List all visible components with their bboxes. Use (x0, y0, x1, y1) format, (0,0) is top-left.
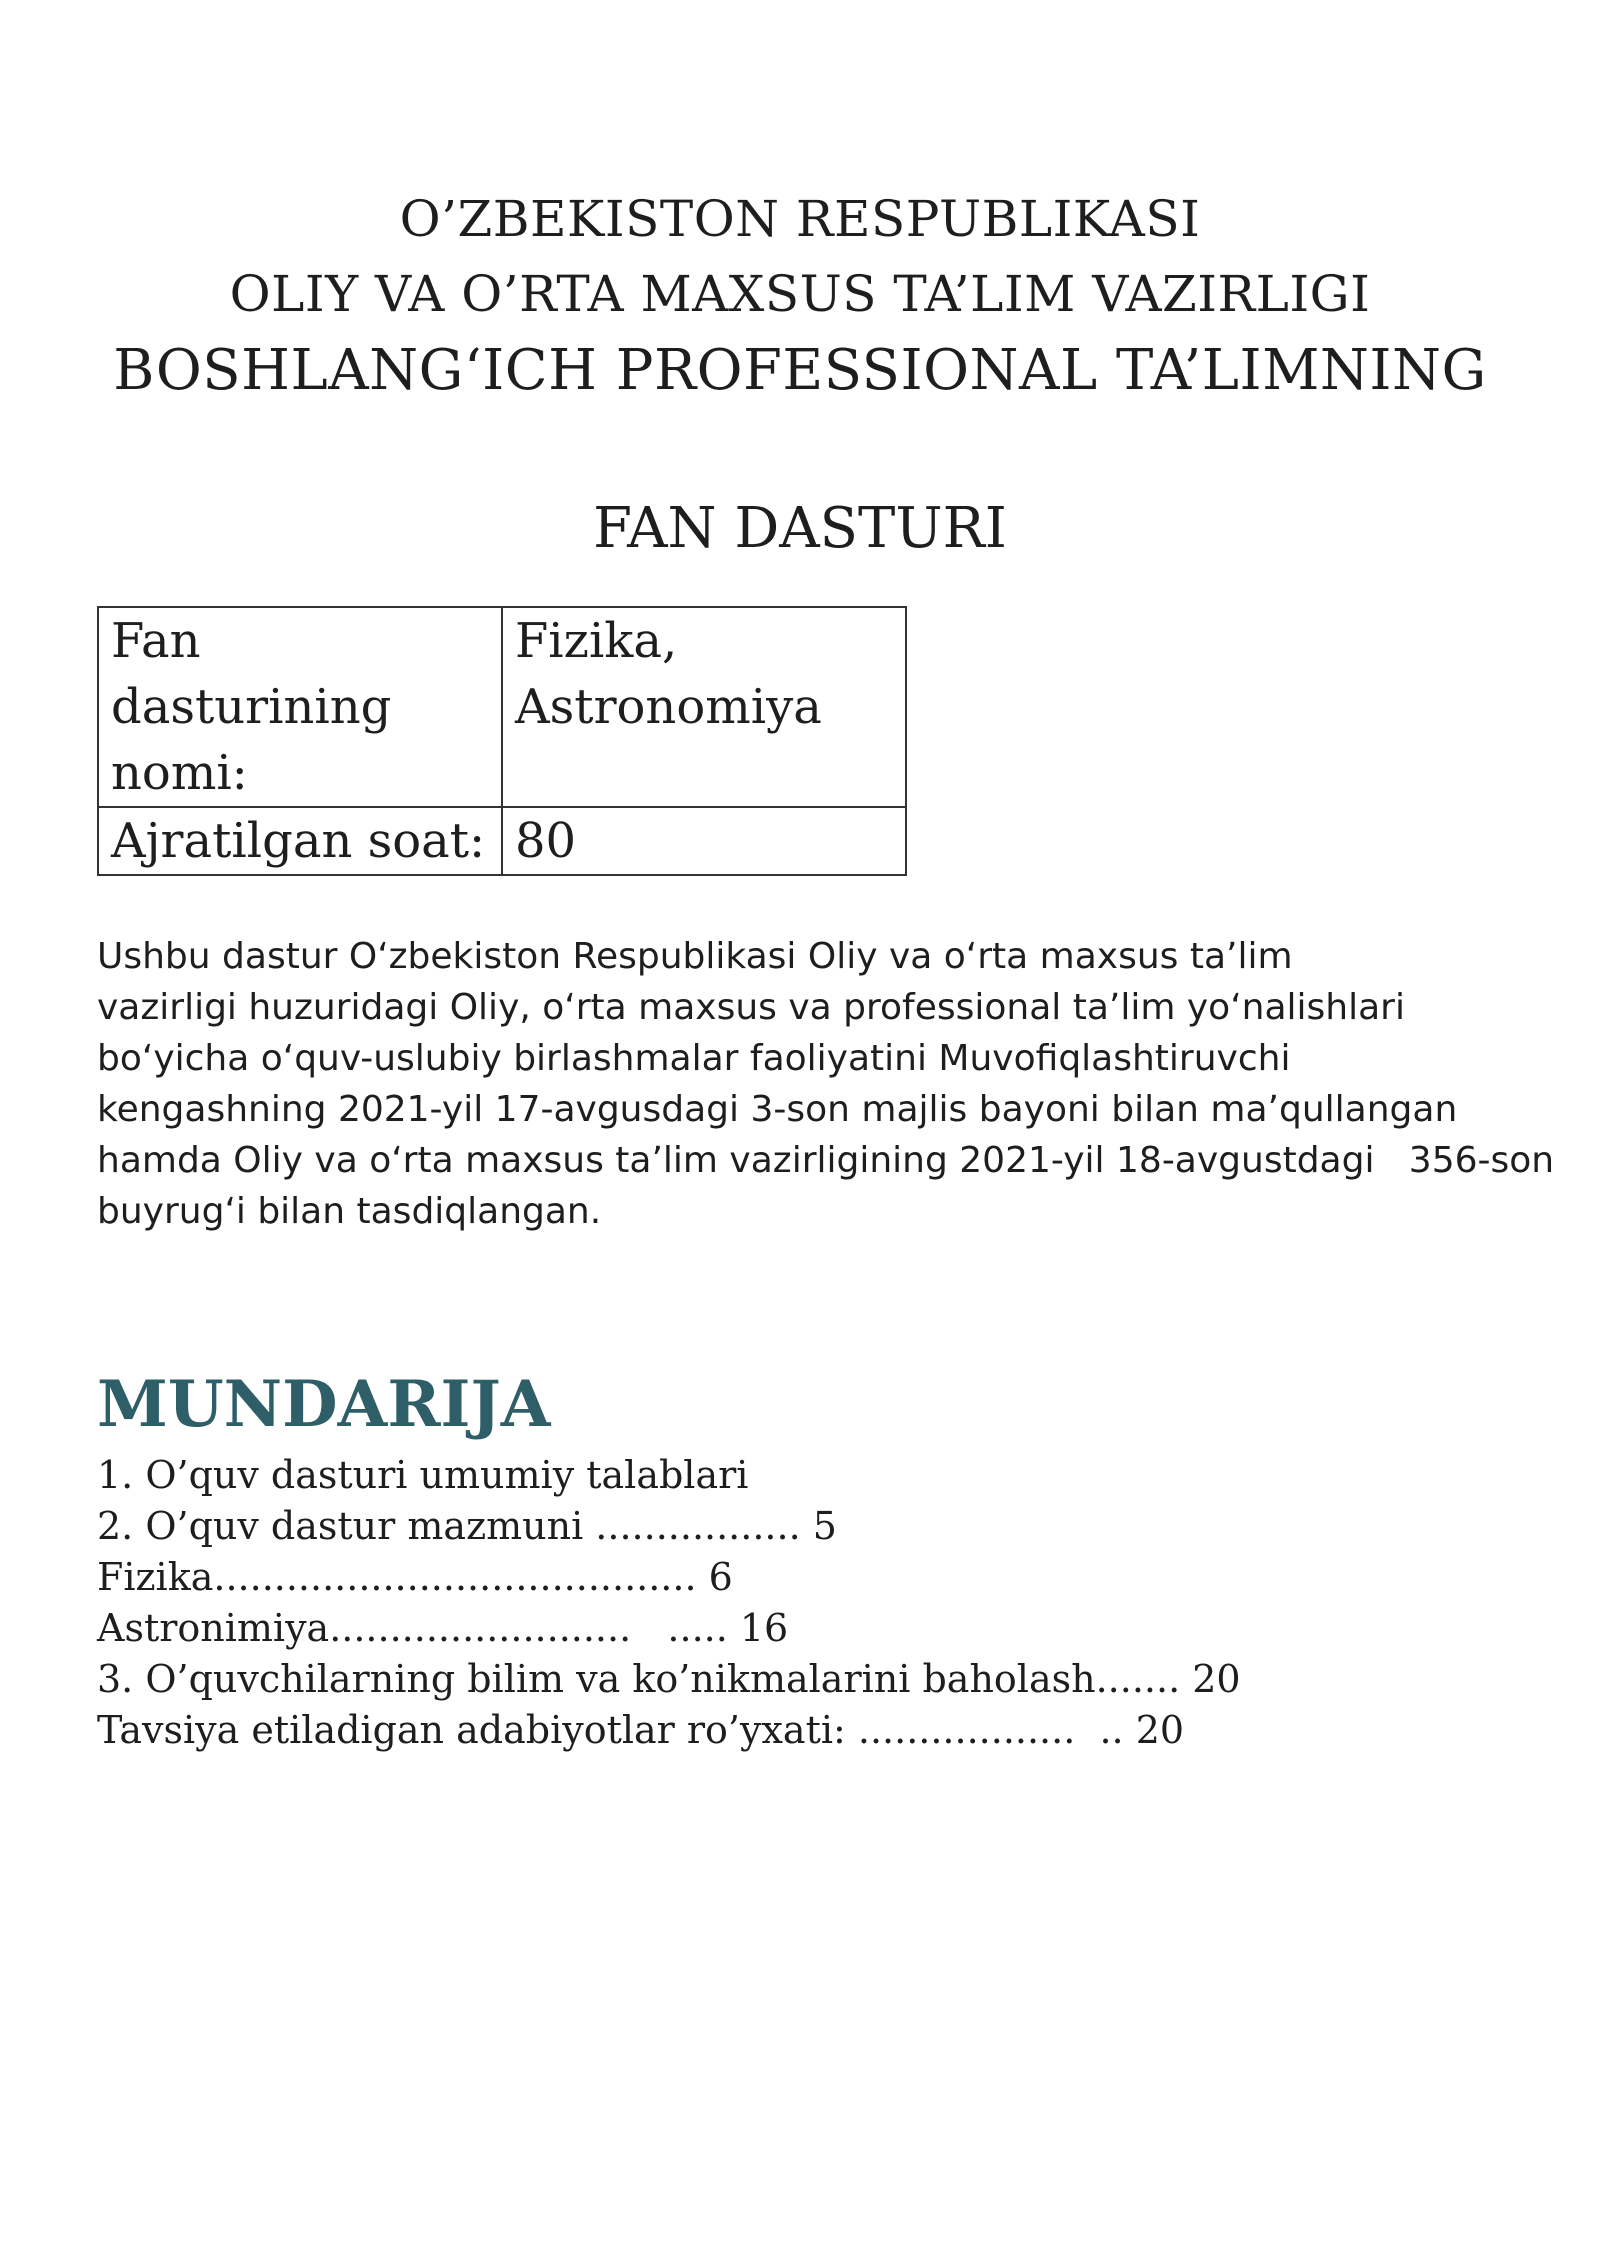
approval-paragraph (97, 931, 1555, 1237)
document-header (0, 182, 1600, 410)
program-name-value: Fizika, Astronomiya (502, 607, 906, 807)
paragraph-line: Ushbu dastur O‘zbekiston Respublikasi Oliy va o‘rta maxsus ta’lim (97, 936, 1293, 977)
paragraph-line: kengashning 2021-yil 17-avgusdagi 3-son majlis bayoni bilan ma’qullangan (97, 1089, 1458, 1130)
hours-label: Ajratilgan soat: (98, 807, 502, 875)
paragraph-line: bo‘yicha o‘quv-uslubiy birlashmalar faoliyatini Muvofiqlashtiruvchi (97, 1038, 1291, 1079)
header-line-ministry: OLIY VA O’RTA MAXSUS TA’LIM VAZIRLIGI (229, 265, 1371, 323)
paragraph-line: hamda Oliy va o‘rta maxsus ta’lim vazirligining 2021-yil 18-avgustdagi 356-son (97, 1140, 1555, 1181)
program-name-label: Fan dasturining nomi: (98, 607, 502, 807)
header-line-ministry-country: O’ZBEKISTON RESPUBLIKASI (399, 190, 1201, 248)
toc-item: 1. O’quv dasturi umumiy talablari (97, 1453, 749, 1497)
toc-item: 3. O’quvchilarning bilim va ko’nikmalarini baholash....... 20 (97, 1657, 1241, 1701)
paragraph-line: buyrug‘i bilan tasdiqlangan. (97, 1191, 602, 1232)
toc-item: Astronimiya......................... ..... 16 (97, 1606, 789, 1650)
toc-item: 2. O’quv dastur mazmuni ................. 5 (97, 1504, 837, 1548)
header-line-education: BOSHLANG‘ICH PROFESSIONAL TA’LIMNING (113, 338, 1487, 403)
program-info-table (97, 606, 907, 876)
table-of-contents-title: MUNDARIJA (97, 1367, 551, 1442)
paragraph-line: vazirligi huzuridagi Oliy, o‘rta maxsus va professional ta’lim yo‘nalishlari (97, 987, 1405, 1028)
hours-value: 80 (502, 807, 906, 875)
toc-item: Tavsiya etiladigan adabiyotlar ro’yxati: .................. .. 20 (97, 1708, 1185, 1752)
table-of-contents (97, 1450, 1397, 1756)
toc-item: Fizika........................................ 6 (97, 1555, 733, 1599)
table-row (98, 807, 906, 875)
table-row (98, 607, 906, 807)
document-title: FAN DASTURI (593, 496, 1007, 561)
